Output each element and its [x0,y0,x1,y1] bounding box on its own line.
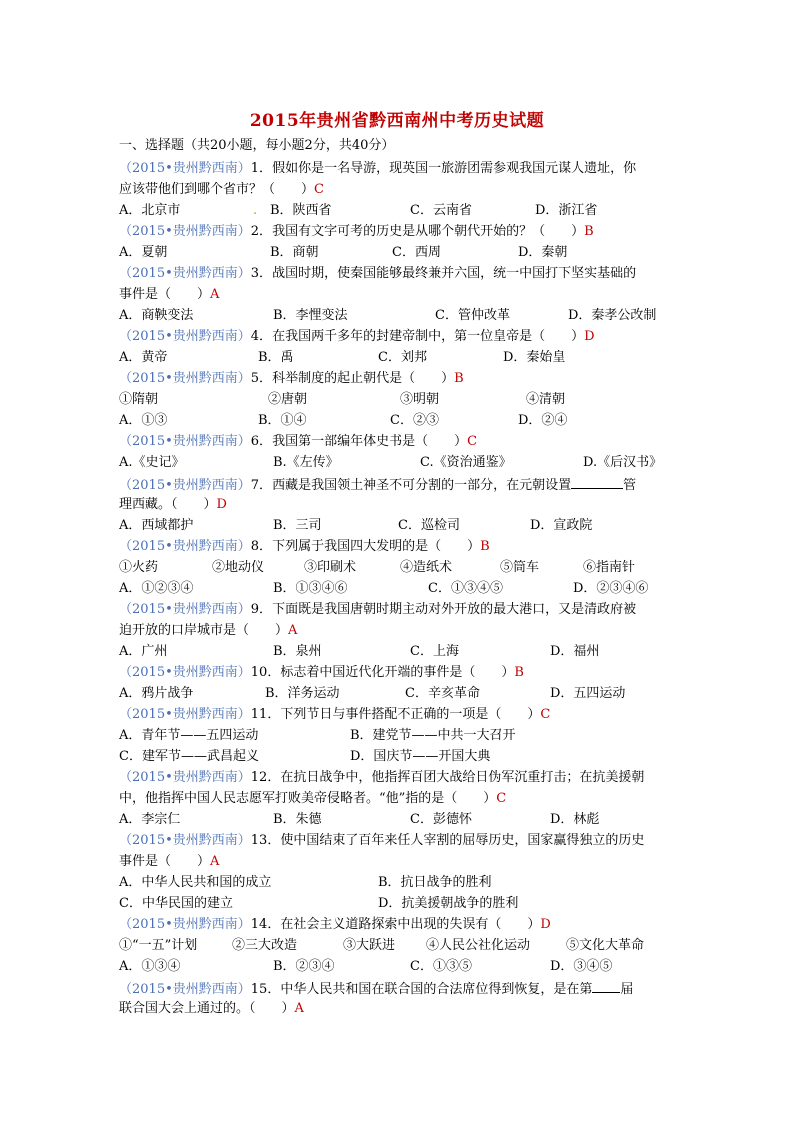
option-c: C．巡检司 [398,518,460,533]
choice-item: ⑤筒车 [500,560,540,575]
option-b: B．建党节——中共一大召开 [350,728,516,743]
option-a: A．黄帝 [119,350,168,365]
option-a: A．商鞅变法 [119,308,194,323]
choice-item: ①火药 [119,560,159,575]
option-d: D．秦朝 [518,245,568,260]
option-b: B．洋务运动 [265,686,340,701]
question-5: （2015•贵州黔西南）5．科举制度的起止朝代是（ ）B [119,371,464,386]
option-d: D．宣政院 [530,518,593,533]
option-d: D．秦始皇 [503,350,566,365]
choice-item: ②唐朝 [268,392,308,407]
question-3-cont: 事件是（ ）A [119,287,220,302]
option-b: B．②③④ [273,959,335,974]
question-12: （2015•贵州黔西南）12．在抗日战争中，他指挥百团大战给日伪军沉重打击；在抗美援朝 [119,770,645,785]
question-7: （2015•贵州黔西南）7．西藏是我国领土神圣不可分割的一部分，在元朝设置 管 [119,478,637,493]
question-source: （2015•贵州黔西南） [119,161,251,176]
question-3: （2015•贵州黔西南）3．战国时期，使秦国能够最终兼并六国，统一中国打下坚实基础的 [119,266,637,281]
choice-item: ②三大改造 [232,938,298,953]
option-c: C．彭德怀 [410,812,472,827]
question-13: （2015•贵州黔西南）13．使中国结束了百年来任人宰割的屈辱历史，国家赢得独立的历史 [119,833,645,848]
option-d: D．②④ [518,413,568,428]
option-d: D．②③④⑥ [573,581,649,596]
option-c: C．管仲改革 [435,308,510,323]
question-14: （2015•贵州黔西南）14．在社会主义道路探索中出现的失误有（ ）D [119,917,551,932]
answer-mark: C [314,182,324,197]
option-a: A.《史记》 [119,455,185,470]
choice-item: ①隋朝 [119,392,159,407]
option-a: A．广州 [119,644,168,659]
option-d: D．③④⑤ [550,959,613,974]
option-a: A．夏朝 [119,245,168,260]
option-b: B．陕西省 [270,203,332,218]
option-decor-dot: . [253,203,258,218]
option-b: B.《左传》 [273,455,339,470]
option-b: B．商朝 [270,245,319,260]
option-b: B．朱德 [273,812,322,827]
choice-item: ②地动仪 [212,560,265,575]
question-1: （2015•贵州黔西南）1．假如你是一名导游，现英国一旅游团需参观我国元谋人遗址，你 [119,161,637,176]
option-c: C．辛亥革命 [405,686,480,701]
option-c: C．建军节——武昌起义 [119,749,259,764]
option-d: D．福州 [550,644,600,659]
question-4: （2015•贵州黔西南）4．在我国两千多年的封建帝制中，第一位皇帝是（ ）D [119,329,595,344]
option-a: A．北京市 [119,203,181,218]
question-7-cont: 理西藏。（ ）D [119,497,227,512]
option-a: A．①②③④ [119,581,194,596]
option-d: D．浙江省 [535,203,598,218]
choice-item: ⑥指南针 [583,560,636,575]
option-b: B．抗日战争的胜利 [378,875,492,890]
choice-item: ⑤文化大革命 [566,938,645,953]
page-title: 2015年贵州省黔西南州中考历史试题 [249,111,545,131]
fill-blank [592,980,620,993]
option-c: C．中华民国的建立 [119,896,233,911]
option-c: C．刘邦 [378,350,427,365]
option-b: B．①③④⑥ [273,581,348,596]
option-b: B．李悝变法 [273,308,348,323]
question-1-cont: 应该带他们到哪个省市？（ ）C [119,182,324,197]
question-6: （2015•贵州黔西南）6．我国第一部编年体史书是（ ）C [119,434,478,449]
option-b: B．三司 [273,518,322,533]
option-c: C．云南省 [410,203,472,218]
option-d: D．林彪 [550,812,600,827]
option-c: C．②③ [390,413,439,428]
fill-blank [571,476,623,489]
question-11: （2015•贵州黔西南）11．下列节日与事件搭配不正确的一项是（ ）C [119,707,551,722]
option-a: A．鸦片战争 [119,686,194,701]
question-12-cont: 中，他指挥中国人民志愿军打败美帝侵略者。“他”指的是（ ）C [119,791,507,806]
option-c: C.《资治通鉴》 [420,455,512,470]
option-c: C．上海 [410,644,459,659]
option-b: B．禹 [258,350,294,365]
option-d: D.《后汉书》 [583,455,663,470]
option-c: C．①③④⑤ [428,581,503,596]
option-a: A．中华人民共和国的成立 [119,875,272,890]
choice-item: ①“一五”计划 [119,938,198,953]
option-a: A．李宗仁 [119,812,181,827]
question-15: （2015•贵州黔西南）15．中华人民共和国在联合国的合法席位得到恢复，是在第 届 [119,982,634,997]
option-a: A．①③ [119,413,168,428]
choice-item: ③大跃进 [343,938,396,953]
option-b: B．①④ [258,413,307,428]
question-8: （2015•贵州黔西南）8．下列属于我国四大发明的是（ ）B [119,539,490,554]
option-b: B．泉州 [273,644,322,659]
option-a: A．①③④ [119,959,181,974]
question-9-cont: 迫开放的口岸城市是（ ）A [119,623,298,638]
option-a: A．西域都护 [119,518,194,533]
question-15-cont: 联合国大会上通过的。（ ）A [119,1001,304,1016]
choice-item: ④造纸术 [400,560,453,575]
question-2: （2015•贵州黔西南）2．我国有文字可考的历史是从哪个朝代开始的？（ ）B [119,224,594,239]
option-c: C．西周 [392,245,441,260]
option-c: C．①③⑤ [410,959,472,974]
option-d: D．抗美援朝战争的胜利 [378,896,519,911]
question-9: （2015•贵州黔西南）9．下面既是我国唐朝时期主动对外开放的最大港口，又是清政府被 [119,602,637,617]
question-10: （2015•贵州黔西南）10．标志着中国近代化开端的事件是（ ）B [119,665,524,680]
question-13-cont: 事件是（ ）A [119,854,220,869]
option-a: A．青年节——五四运动 [119,728,259,743]
choice-item: ④清朝 [526,392,566,407]
choice-item: ③明朝 [400,392,440,407]
option-d: D．秦孝公改制 [568,308,657,323]
section-heading: 一、选择题（共20小题，每小题2分，共40分） [119,138,395,153]
option-d: D．国庆节——开国大典 [350,749,491,764]
choice-item: ③印刷术 [304,560,357,575]
choice-item: ④人民公社化运动 [426,938,531,953]
option-d: D．五四运动 [550,686,626,701]
